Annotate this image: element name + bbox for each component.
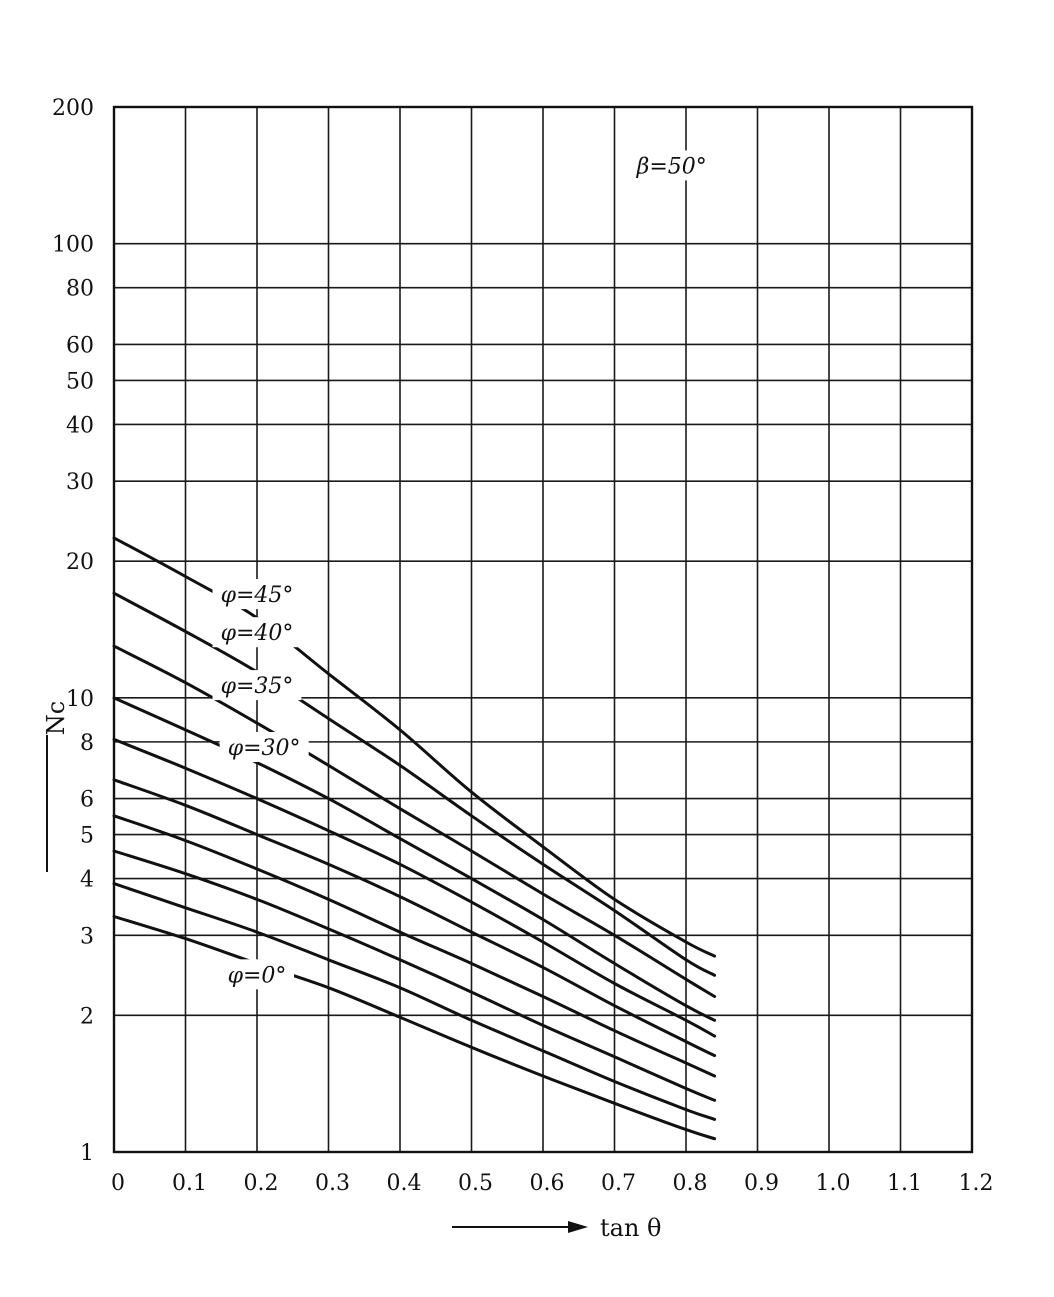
x-tick-label: 0.5 [458, 1171, 493, 1196]
annotation-label: φ=0° [227, 963, 287, 989]
y-tick-label: 80 [66, 276, 94, 302]
series-line [114, 593, 715, 975]
y-axis-label-group [42, 701, 70, 872]
annotation-label: β=50° [636, 154, 707, 180]
y-tick-label: 10 [66, 686, 94, 712]
x-tick-label: 0.3 [315, 1171, 350, 1196]
y-tick-label: 200 [52, 96, 94, 121]
series-line [114, 698, 715, 1020]
series-line [114, 739, 715, 1036]
y-tick-label: 6 [80, 787, 94, 813]
tick-labels [52, 96, 994, 1196]
annotation-label: φ=35° [220, 674, 294, 700]
series-line [114, 851, 715, 1100]
x-tick-label: 0.2 [243, 1171, 279, 1196]
x-tick-label: 0 [111, 1171, 125, 1196]
annotation-label: φ=30° [227, 735, 301, 761]
x-axis-label-group [452, 1214, 662, 1242]
x-tick-label: 0.9 [744, 1171, 779, 1196]
x-tick-label: 1.1 [887, 1171, 922, 1196]
x-tick-label: 0.6 [529, 1171, 565, 1196]
annotation-label: φ=45° [220, 583, 294, 609]
series-line [114, 538, 715, 956]
x-tick-label: 0.8 [672, 1171, 708, 1196]
x-tick-label: 0.7 [601, 1171, 636, 1196]
y-tick-label: 1 [80, 1141, 94, 1166]
y-tick-label: 60 [66, 333, 94, 359]
y-tick-label: 100 [52, 232, 94, 258]
y-tick-label: 40 [66, 413, 94, 439]
x-tick-label: 0.4 [386, 1171, 422, 1196]
y-tick-label: 30 [66, 470, 94, 496]
curves [114, 538, 715, 1139]
x-tick-label: 1.2 [958, 1171, 994, 1196]
y-tick-label: 3 [80, 924, 94, 950]
annotation-label: φ=40° [220, 621, 294, 647]
series-line [114, 917, 715, 1139]
y-axis-label: Nc [42, 700, 70, 736]
y-tick-label: 4 [80, 867, 94, 893]
x-tick-label: 0.1 [172, 1171, 207, 1196]
y-tick-label: 8 [80, 730, 94, 756]
annotations [213, 150, 717, 989]
x-tick-label: 1.0 [815, 1171, 851, 1196]
y-tick-label: 50 [66, 369, 94, 395]
x-axis-label: tan θ [600, 1214, 662, 1242]
y-tick-label: 2 [80, 1004, 94, 1030]
y-tick-label: 5 [80, 823, 94, 849]
x-axis-arrowhead-icon [568, 1221, 588, 1233]
y-tick-label: 20 [66, 550, 94, 576]
